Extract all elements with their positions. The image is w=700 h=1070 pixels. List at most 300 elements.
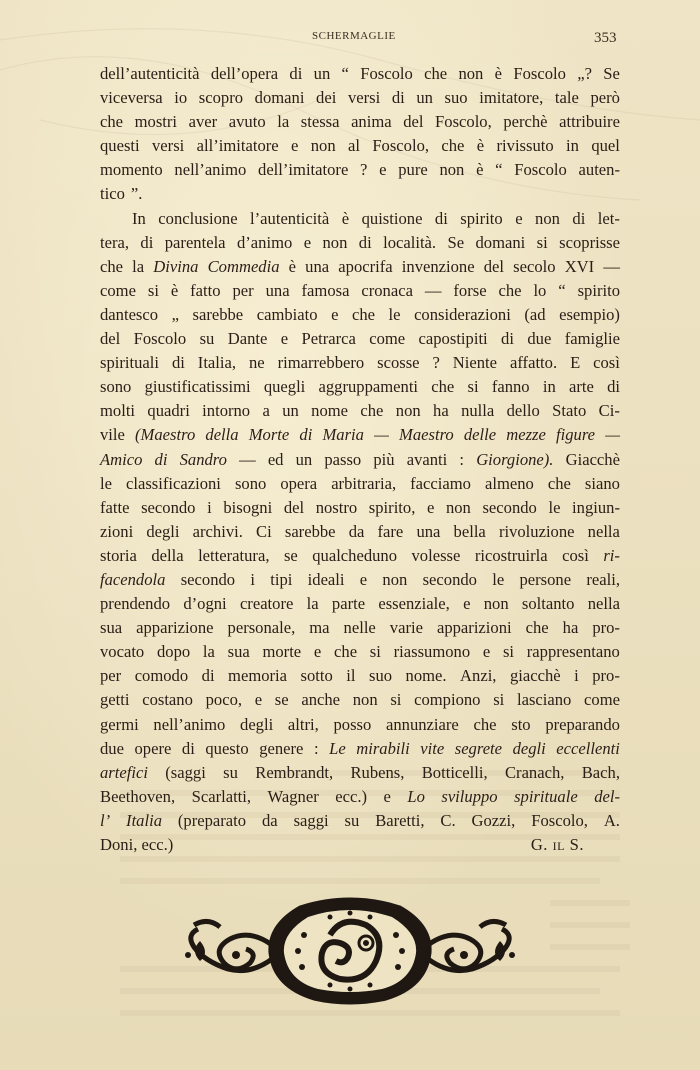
- word: arte: [568, 377, 594, 397]
- word: Botticelli,: [421, 762, 488, 782]
- word: se: [274, 690, 289, 710]
- word: che: [334, 642, 358, 662]
- word: riassumono: [393, 642, 471, 662]
- word: che: [547, 473, 571, 493]
- word: spirituali: [100, 353, 159, 373]
- word: nulla: [461, 401, 495, 421]
- text-line: [100, 423, 620, 447]
- word: per: [232, 280, 254, 300]
- word: invenzione: [401, 256, 475, 276]
- italic-word: mezze: [506, 425, 546, 445]
- word: su: [223, 762, 238, 782]
- word: la: [202, 642, 215, 662]
- word: d’ogni: [183, 594, 227, 614]
- word: suo: [369, 666, 393, 686]
- italic-word: del-: [594, 786, 620, 806]
- word: che: [473, 714, 497, 734]
- word: E: [570, 353, 581, 373]
- word: sto: [511, 714, 531, 734]
- word: come: [369, 329, 406, 349]
- word: esempio): [559, 304, 620, 324]
- word: e: [280, 329, 289, 349]
- word: ingiun-: [572, 497, 620, 517]
- word: e: [426, 497, 435, 517]
- word: dell’opera: [210, 64, 279, 83]
- word: e: [359, 569, 368, 589]
- word: posso: [333, 714, 372, 734]
- word: fare: [377, 521, 404, 541]
- word: Se: [447, 232, 465, 252]
- word: Bach,: [581, 762, 620, 782]
- word: aggruppamenti: [318, 377, 419, 397]
- word: Ci: [256, 521, 272, 541]
- word: versi: [152, 136, 185, 156]
- italic-word: figure: [556, 425, 596, 445]
- word: di: [201, 666, 215, 686]
- word: e: [313, 642, 322, 662]
- text-line: [100, 688, 620, 712]
- word: parte: [331, 594, 366, 614]
- word: ne: [248, 353, 265, 373]
- word: Rubens,: [350, 762, 405, 782]
- word: che: [441, 136, 465, 156]
- word: di: [289, 64, 303, 83]
- word: viceversa: [100, 88, 163, 108]
- word: le: [100, 473, 112, 493]
- word: secondo: [482, 497, 537, 517]
- word: opere: [134, 738, 172, 758]
- word: “: [495, 160, 503, 180]
- italic-word: vite: [420, 738, 445, 758]
- italic-word: di: [154, 449, 168, 469]
- word: parentela: [164, 232, 226, 252]
- italic-word: delle: [463, 425, 497, 445]
- word: creatore: [239, 594, 294, 614]
- word: non: [458, 64, 484, 83]
- word: è: [476, 136, 485, 156]
- word: nome.: [405, 666, 447, 686]
- word: molti: [100, 401, 136, 421]
- word: di: [607, 377, 620, 397]
- word: di: [140, 232, 154, 252]
- italic-word: degli: [512, 738, 546, 758]
- text-line: [100, 616, 620, 640]
- text-line: [100, 62, 620, 86]
- word: „?: [577, 64, 592, 83]
- word: sono: [234, 473, 267, 493]
- word: del: [483, 256, 505, 276]
- word: dell’imitatore: [258, 160, 349, 180]
- word: quistione: [361, 208, 423, 228]
- word: imitatore,: [479, 88, 544, 108]
- word: che: [498, 280, 522, 300]
- word: di: [434, 208, 448, 228]
- word: volesse: [411, 545, 461, 565]
- word: rimarrebbero: [277, 353, 365, 373]
- word: di: [501, 329, 514, 349]
- text-line: [100, 207, 620, 231]
- word: :: [313, 738, 319, 758]
- word: essenziale,: [378, 594, 450, 614]
- page-number: 353: [594, 30, 617, 46]
- word: di: [572, 208, 586, 228]
- word: i: [574, 666, 579, 686]
- word: tipi: [270, 569, 293, 589]
- word: vile: [100, 425, 125, 445]
- word: che: [431, 377, 455, 397]
- text-line: [100, 399, 620, 423]
- word: lasciano: [516, 690, 572, 710]
- word: di: [391, 88, 405, 108]
- word: e: [515, 208, 523, 228]
- word: dell’autenticità: [100, 64, 200, 83]
- word: spirito: [460, 208, 503, 228]
- word: quadri: [147, 401, 190, 421]
- closing-text: Doni, ecc.): [100, 835, 174, 854]
- text-line: [100, 640, 620, 664]
- word: domani: [254, 88, 305, 108]
- word: classificazioni: [126, 473, 221, 493]
- word: a: [262, 401, 270, 421]
- word: si: [502, 642, 515, 662]
- word: in: [566, 136, 579, 156]
- text-line: [100, 664, 620, 688]
- word: tale: [554, 88, 579, 108]
- word: nell’animo: [174, 160, 247, 180]
- word: quel: [591, 136, 620, 156]
- word: bella: [453, 521, 486, 541]
- word: Stato: [552, 401, 587, 421]
- word: Foscolo,: [435, 112, 492, 132]
- signature-initial: G.: [530, 835, 548, 854]
- text-line: [100, 472, 620, 496]
- text-line: [100, 713, 620, 737]
- word: soltanto: [521, 594, 575, 614]
- word: cronaca: [361, 280, 413, 300]
- word: secondo: [141, 497, 196, 517]
- italic-word: artefici: [100, 762, 148, 782]
- word: la: [132, 256, 145, 276]
- word: getti: [100, 690, 130, 710]
- italic-word: Commedia: [207, 256, 280, 276]
- word: auten-: [578, 160, 620, 180]
- word: personale,: [227, 618, 296, 638]
- signature: [531, 833, 584, 857]
- word: due: [527, 329, 552, 349]
- word: scoprisse: [559, 232, 620, 252]
- word: su: [344, 810, 360, 830]
- word: A.: [603, 810, 620, 830]
- word: attribuire: [559, 112, 620, 132]
- signature-particle: IL: [552, 839, 565, 853]
- word: let-: [597, 208, 620, 228]
- word: si: [493, 690, 505, 710]
- word: affatto.: [509, 353, 558, 373]
- text-line: [100, 785, 620, 809]
- word: che: [351, 304, 376, 324]
- word: rivissuto: [496, 136, 554, 156]
- word: come: [584, 690, 620, 710]
- word: varie: [389, 618, 423, 638]
- word: Cranach,: [504, 762, 565, 782]
- word: e: [303, 232, 312, 252]
- fleuron-ornament-icon: [180, 895, 520, 1005]
- word: giustificatissimi: [144, 377, 251, 397]
- text-line: [100, 110, 620, 134]
- word: “: [558, 280, 566, 300]
- text-line: [100, 231, 620, 255]
- word: al: [347, 136, 360, 156]
- text-line: [100, 303, 620, 327]
- word: si: [467, 377, 479, 397]
- word: non: [352, 690, 378, 710]
- word: che: [424, 64, 448, 83]
- word: opera: [280, 473, 318, 493]
- text-line: [100, 279, 620, 303]
- word: Gozzi,: [471, 810, 516, 830]
- text-line: [100, 544, 620, 568]
- italic-word: —: [605, 425, 620, 445]
- word: io: [174, 88, 188, 108]
- word: dopo: [156, 642, 191, 662]
- word: ideali: [307, 569, 345, 589]
- word: Scarlatti,: [191, 786, 252, 806]
- word: dello: [506, 401, 540, 421]
- word: spirito,: [368, 497, 416, 517]
- word: scosse: [377, 353, 420, 373]
- word: In: [132, 208, 146, 228]
- word: persone: [519, 569, 572, 589]
- word: un: [416, 88, 433, 108]
- word: e: [463, 594, 471, 614]
- closing-line: [100, 833, 620, 857]
- word: compiono: [414, 690, 481, 710]
- word: Petrarca: [301, 329, 356, 349]
- word: „: [171, 304, 179, 324]
- word: saggi: [293, 810, 329, 830]
- word: del: [100, 329, 121, 349]
- word: ecc.): [335, 786, 367, 806]
- italic-word: della: [205, 425, 239, 445]
- word: i: [207, 497, 212, 517]
- word: qualcheduno: [312, 545, 398, 565]
- word: “: [341, 64, 349, 83]
- word: ?: [432, 353, 440, 373]
- word: suo: [444, 88, 468, 108]
- word: sotto: [300, 666, 333, 686]
- word: e: [254, 690, 263, 710]
- word: nostro: [315, 497, 358, 517]
- word: sua: [100, 618, 123, 638]
- word: una: [305, 256, 330, 276]
- word: conclusione: [158, 208, 238, 228]
- word: che: [360, 401, 384, 421]
- word: non: [382, 569, 408, 589]
- word: e: [379, 160, 387, 180]
- text-line: [100, 520, 620, 544]
- word: memoria: [228, 666, 288, 686]
- italic-word: Sandro: [179, 449, 227, 469]
- word: Foscolo,: [372, 136, 430, 156]
- italic-word: Lo: [407, 786, 425, 806]
- word: ha: [433, 401, 449, 421]
- word: Wagner: [267, 786, 319, 806]
- word: dantesco: [100, 304, 159, 324]
- word: apparizioni: [436, 618, 512, 638]
- word: sua: [227, 642, 250, 662]
- text-line: [100, 761, 620, 785]
- italic-word: —: [374, 425, 389, 445]
- word: secondo: [422, 569, 477, 589]
- word: genere: [259, 738, 304, 758]
- word: stessa: [300, 112, 340, 132]
- word: giacchè: [509, 666, 561, 686]
- italic-word: Morte: [248, 425, 290, 445]
- word: la: [277, 112, 290, 132]
- word: domani: [475, 232, 526, 252]
- word: una: [265, 280, 290, 300]
- word: questi: [100, 136, 140, 156]
- word: altri,: [287, 714, 319, 734]
- word: —: [603, 256, 620, 276]
- word: siano: [584, 473, 620, 493]
- word: tera,: [100, 232, 130, 252]
- word: spirito: [577, 280, 620, 300]
- word: ha: [562, 618, 579, 638]
- word: ”.: [130, 184, 143, 204]
- word: —: [239, 449, 256, 469]
- word: così: [562, 545, 589, 565]
- word: e: [291, 136, 299, 156]
- word: secondo: [180, 569, 236, 589]
- word: non: [310, 136, 336, 156]
- word: Baretti,: [375, 810, 425, 830]
- italic-word: eccellenti: [556, 738, 620, 758]
- italic-word: l’: [100, 810, 111, 830]
- word: poco,: [205, 690, 243, 710]
- word: capostipiti: [418, 329, 488, 349]
- word: si: [147, 280, 159, 300]
- word: e: [383, 786, 391, 806]
- word: di: [181, 738, 195, 758]
- word: Foscolo: [514, 160, 567, 180]
- word: Foscolo: [513, 64, 566, 83]
- text-line: [100, 351, 620, 375]
- word: rappresentano: [526, 642, 620, 662]
- word: annunziare: [386, 714, 459, 734]
- word: le: [548, 497, 561, 517]
- word: le: [492, 569, 505, 589]
- word: del: [283, 497, 305, 517]
- word: questo: [205, 738, 249, 758]
- word: Foscolo: [360, 64, 413, 83]
- word: mostri: [134, 112, 178, 132]
- word: archivi.: [192, 521, 243, 541]
- word: è: [170, 280, 179, 300]
- word: all’imitatore: [196, 136, 279, 156]
- word: i: [250, 569, 255, 589]
- text-line: [100, 809, 620, 833]
- word: secolo: [513, 256, 556, 276]
- word: sarebbe: [284, 521, 336, 541]
- text-line: [100, 568, 620, 592]
- word: una: [416, 521, 441, 541]
- word: forse: [453, 280, 487, 300]
- word: un: [282, 401, 299, 421]
- word: così: [593, 353, 620, 373]
- word: però: [590, 88, 620, 108]
- word: Foscolo: [133, 329, 187, 349]
- word: considerazioni: [414, 304, 511, 324]
- word: famiglie: [564, 329, 620, 349]
- word: ma: [309, 618, 330, 638]
- word: C.: [440, 810, 456, 830]
- word: non: [395, 401, 421, 421]
- word: comodo: [134, 666, 189, 686]
- word: Niente: [452, 353, 498, 373]
- text-line: [100, 496, 620, 520]
- text-line: [100, 448, 620, 472]
- word: versi: [347, 88, 381, 108]
- word: (preparato: [177, 810, 247, 830]
- word: :: [459, 449, 465, 469]
- word: XVI: [564, 256, 595, 276]
- word: arbitraria,: [331, 473, 397, 493]
- word: in: [542, 377, 556, 397]
- italic-word: Le: [329, 738, 346, 758]
- word: reali,: [586, 569, 620, 589]
- word: (saggi: [165, 762, 206, 782]
- word: bisogni: [223, 497, 273, 517]
- word: nella: [587, 521, 620, 541]
- word: di: [171, 353, 185, 373]
- word: come: [100, 280, 136, 300]
- word: quegli: [263, 377, 306, 397]
- word: fatto: [190, 280, 221, 300]
- word: l’autenticità: [250, 208, 330, 228]
- word: da: [262, 810, 278, 830]
- word: non: [535, 208, 560, 228]
- italic-word: mirabili: [356, 738, 410, 758]
- word: le: [388, 304, 401, 324]
- word: (ad: [524, 304, 546, 324]
- word: facciamo: [410, 473, 471, 493]
- word: Se: [603, 64, 620, 83]
- italic-word: (Maestro: [135, 425, 196, 445]
- text-line: [100, 737, 620, 761]
- word: apocrifa: [338, 256, 393, 276]
- word: germi: [100, 714, 139, 734]
- italic-word: facendola: [100, 569, 166, 589]
- word: momento: [100, 160, 163, 180]
- text-line: [100, 327, 620, 351]
- word: è: [341, 208, 350, 228]
- italic-word: Maestro: [399, 425, 454, 445]
- word: costano: [142, 690, 193, 710]
- word: del: [403, 112, 424, 132]
- word: di: [358, 232, 372, 252]
- text-line: [100, 86, 620, 110]
- word: non: [445, 497, 471, 517]
- word: per: [100, 666, 122, 686]
- word: da: [348, 521, 365, 541]
- word: intorno: [202, 401, 251, 421]
- word: della: [151, 545, 184, 565]
- word: avanti: [406, 449, 448, 469]
- word: che: [525, 618, 549, 638]
- word: è: [476, 160, 484, 180]
- word: fanno: [491, 377, 530, 397]
